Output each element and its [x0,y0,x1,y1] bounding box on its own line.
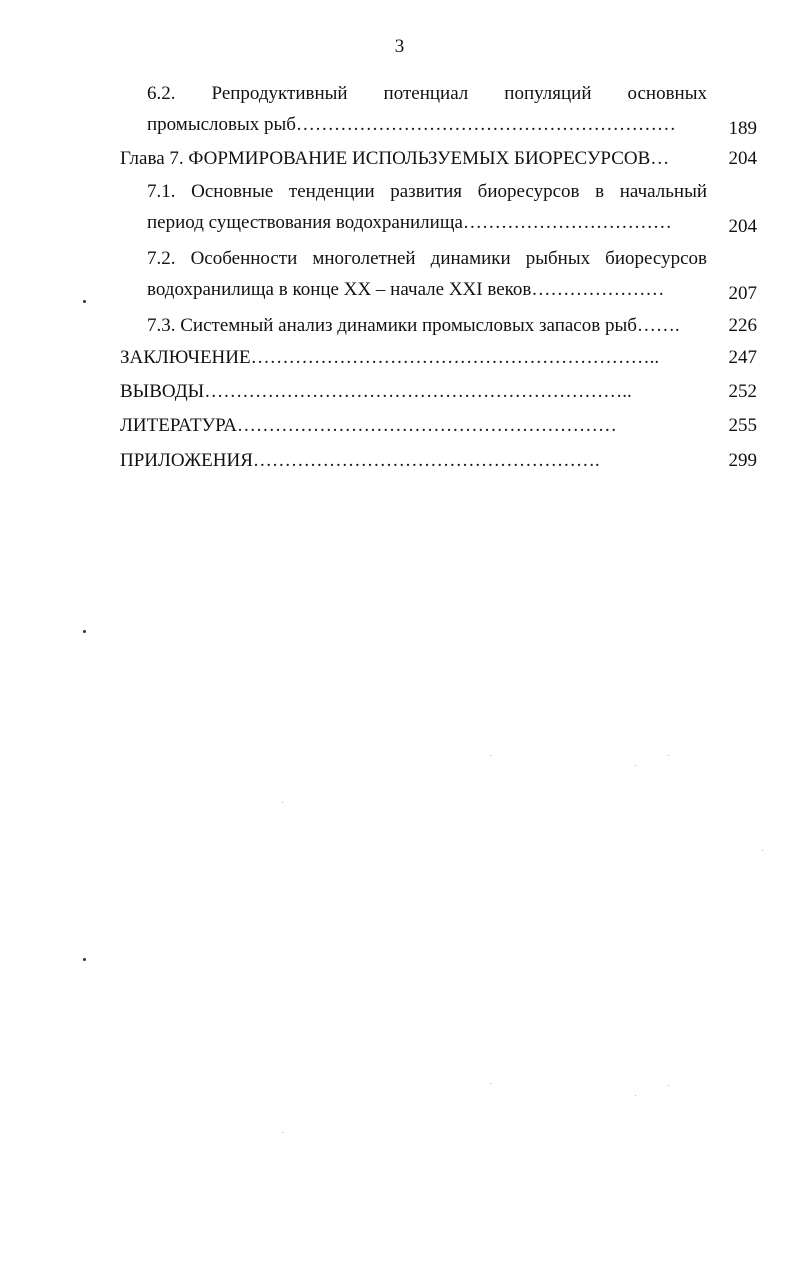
toc-page-number: 252 [728,381,757,402]
toc-page-number: 299 [728,450,757,471]
page-number: 3 [394,36,405,57]
toc-page-number: 189 [728,118,757,139]
toc-entry-7-3 [147,310,707,341]
scan-speck [282,802,283,803]
scan-speck [490,755,491,756]
scan-speck [635,765,636,766]
toc-entry-text: 7.1. Основные тенденции развития биоресурсов в начальный [147,181,707,202]
toc-page-number: 226 [728,315,757,336]
toc-entry-7-2 [147,243,707,305]
toc-entry-text: 6.2. Репродуктивный потенциал популяций основных [147,83,707,104]
scan-speck [668,1085,669,1086]
scan-speck [83,300,86,303]
scan-speck [762,850,763,851]
toc-entry-findings [120,376,710,407]
toc-entry-text: ЗАКЛЮЧЕНИЕ……………………………………………………….. [120,347,660,368]
toc-page-number: 207 [728,283,757,304]
scan-speck [83,958,86,961]
toc-entry-text: ПРИЛОЖЕНИЯ………………………………………………. [120,450,600,471]
toc-page-number: 247 [728,347,757,368]
toc-page-number: 204 [728,216,757,237]
scan-speck [668,755,669,756]
toc-entry-literature [120,410,710,441]
toc-entry-7-1 [147,176,707,238]
scan-speck [635,1095,636,1096]
scan-speck [83,630,86,633]
scan-speck [282,1132,283,1133]
scan-speck [490,1083,491,1084]
toc-entry-appendices [120,445,710,476]
toc-entry-text: 7.2. Особенности многолетней динамики рыбных биоресурсов [147,248,707,269]
toc-entry-text: 7.3. Системный анализ динамики промысловых запасов рыб……. [147,315,680,336]
toc-entry-text: Глава 7. ФОРМИРОВАНИЕ ИСПОЛЬЗУЕМЫХ БИОРЕСУРСОВ… [120,148,670,169]
toc-page-number: 255 [728,415,757,436]
toc-entry-text: ЛИТЕРАТУРА…………………………………………………… [120,415,617,436]
toc-entry-6-2 [147,78,707,140]
toc-entry-chapter-7 [120,143,720,174]
toc-entry-text-cont: период существования водохранилища…………………………… [147,212,672,233]
toc-entry-conclusion [120,342,710,373]
toc-entry-text: ВЫВОДЫ………………………………………………………….. [120,381,632,402]
toc-entry-text-cont: промысловых рыб…………………………………………………… [147,114,676,135]
toc-page-number: 204 [728,148,757,169]
toc-entry-text-cont: водохранилища в конце XX – начале XXI веков………………… [147,279,665,300]
